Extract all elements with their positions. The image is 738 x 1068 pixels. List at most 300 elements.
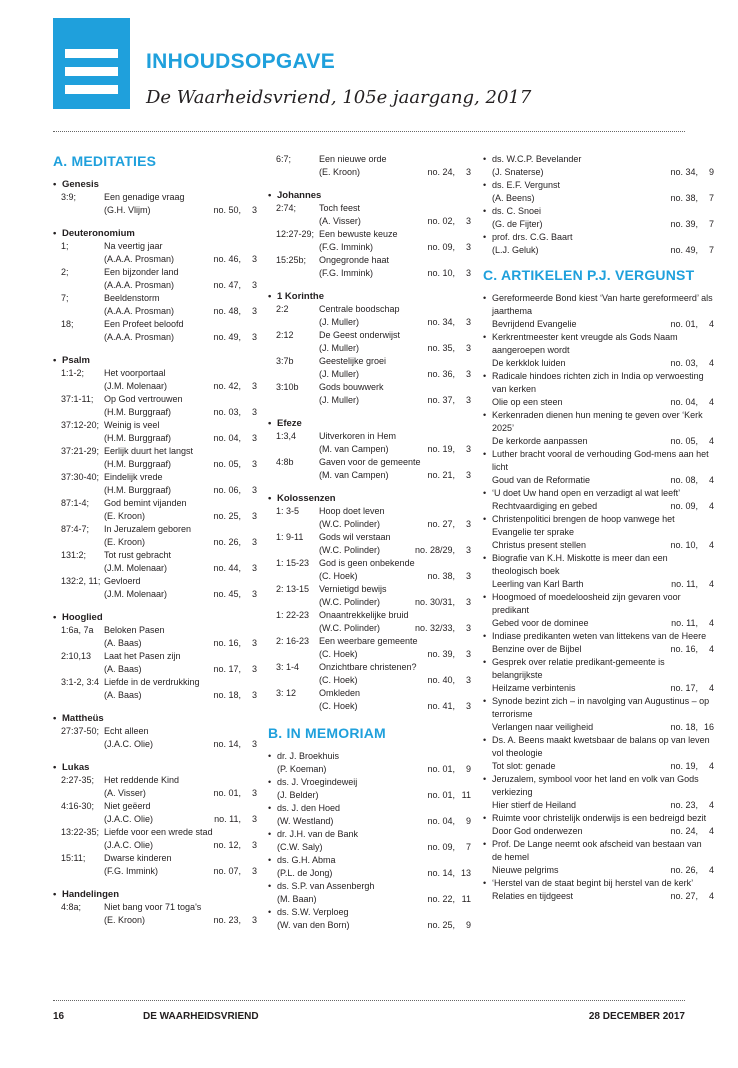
page-number: 3 xyxy=(251,381,257,391)
bullet-icon: • xyxy=(483,180,487,190)
memoriam-name: dr. J.H. van de Bank xyxy=(277,829,359,839)
scripture-reference: 18; xyxy=(61,319,74,329)
page-number: 3 xyxy=(251,915,257,925)
issue-number: no. 12, xyxy=(213,840,241,850)
meditation-author: (J.M. Molenaar) xyxy=(104,563,168,573)
issue-number: no. 27, xyxy=(427,519,455,529)
article-title: Tot slot: genade xyxy=(492,761,556,771)
meditation-entry xyxy=(268,254,471,280)
meditation-title: Eerlijk duurt het langst xyxy=(104,446,194,456)
bible-book-heading xyxy=(268,417,471,430)
article-title: Olie op een steen xyxy=(492,397,563,407)
meditation-entry xyxy=(53,523,257,549)
page-number: 3 xyxy=(251,563,257,573)
memoriam-name: ds. C. Snoei xyxy=(492,206,542,216)
page-number: 7 xyxy=(708,245,714,255)
meditation-author: (H.M. Burggraaf) xyxy=(104,407,172,417)
issue-number: no. 36, xyxy=(427,369,455,379)
issue-number: no. 49, xyxy=(670,245,698,255)
bullet-icon: • xyxy=(53,889,57,900)
meditation-title: Een bijzonder land xyxy=(104,267,179,277)
article-title: Nieuwe pelgrims xyxy=(492,865,559,875)
issue-number: no. 14, xyxy=(213,739,241,749)
scripture-reference: 87:1-4; xyxy=(61,498,90,508)
article-headline: Hoogmoed of moedeloosheid zijn gevaren voor predikant xyxy=(492,592,681,615)
bullet-icon: • xyxy=(483,696,487,706)
meditation-title: Een bewuste keuze xyxy=(319,229,398,239)
article-title: De kerkorde aanpassen xyxy=(492,436,588,446)
bible-book-heading xyxy=(53,611,257,624)
issue-number: no. 49, xyxy=(213,332,241,342)
section-c-heading: C. ARTIKELEN P.J. VERGUNST xyxy=(483,267,695,283)
bible-book-heading xyxy=(268,290,471,303)
bullet-icon: • xyxy=(53,713,57,724)
article-title: Heilzame verbintenis xyxy=(492,683,576,693)
article-title: Benzine over de Bijbel xyxy=(492,644,582,654)
meditation-author: (J.A.C. Olie) xyxy=(104,840,154,850)
memoriam-entry xyxy=(483,153,714,179)
meditation-author: (H.M. Burggraaf) xyxy=(104,485,172,495)
page-number: 4 xyxy=(708,644,714,654)
issue-number: no. 45, xyxy=(213,589,241,599)
memoriam-author: (C.W. Saly) xyxy=(277,842,323,852)
meditation-title: Gods bouwwerk xyxy=(319,382,384,392)
meditation-entry xyxy=(268,609,471,635)
scripture-reference: 37:21-29; xyxy=(61,446,100,456)
bullet-icon: • xyxy=(268,855,272,865)
article-entry xyxy=(483,630,714,656)
meditation-author: (C. Hoek) xyxy=(319,675,358,685)
scripture-reference: 3:9; xyxy=(61,192,77,202)
article-title: Leerling van Karl Barth xyxy=(492,579,584,589)
article-entry xyxy=(483,773,714,812)
meditation-author: (J.M. Molenaar) xyxy=(104,381,168,391)
bible-book-name: Kolossenzen xyxy=(277,493,336,504)
issue-number: no. 38, xyxy=(670,193,698,203)
issue-number: no. 17, xyxy=(670,683,698,693)
bible-book-heading xyxy=(53,178,257,191)
page-number: 4 xyxy=(708,501,714,511)
bullet-icon: • xyxy=(483,206,487,216)
page-number: 3 xyxy=(251,306,257,316)
page-number: 4 xyxy=(708,397,714,407)
scripture-reference: 1:6a, 7a xyxy=(61,625,94,635)
meditation-entry xyxy=(53,774,257,800)
bible-book-heading xyxy=(53,888,257,901)
page-number: 9 xyxy=(708,167,714,177)
issue-number: no. 23, xyxy=(213,915,241,925)
memoriam-author: (P.L. de Jong) xyxy=(277,868,333,878)
meditation-author: (E. Kroon) xyxy=(104,511,146,521)
page-number: 3 xyxy=(465,343,471,353)
meditation-author: (J.M. Molenaar) xyxy=(104,589,168,599)
meditation-author: (A.A.A. Prosman) xyxy=(104,254,175,264)
meditation-title: Liefde voor een wrede stad xyxy=(104,827,213,837)
meditation-author: (W.C. Polinder) xyxy=(319,623,381,633)
page-subtitle: De Waarheidsvriend, 105e jaargang, 2017 xyxy=(146,87,532,108)
meditation-title: Dwarse kinderen xyxy=(104,853,172,863)
meditation-title: Een nieuwe orde xyxy=(319,154,387,164)
page-number: 3 xyxy=(251,332,257,342)
bible-book-heading xyxy=(268,492,471,505)
bible-book-heading xyxy=(53,712,257,725)
bullet-icon: • xyxy=(483,735,487,745)
meditation-title: Gevloerd xyxy=(104,576,141,586)
article-entry xyxy=(483,292,714,331)
page-number: 3 xyxy=(251,433,257,443)
article-entry xyxy=(483,331,714,370)
meditation-entry xyxy=(268,635,471,661)
scripture-reference: 1; xyxy=(61,241,69,251)
scripture-reference: 3:7b xyxy=(276,356,294,366)
memoriam-entry xyxy=(268,828,471,854)
issue-number: no. 01, xyxy=(670,319,698,329)
meditation-author: (E. Kroon) xyxy=(104,537,146,547)
bullet-icon: • xyxy=(268,493,272,504)
article-title: Rechtvaardiging en gebed xyxy=(492,501,598,511)
scripture-reference: 37:30-40; xyxy=(61,472,100,482)
bible-book-heading xyxy=(53,354,257,367)
meditation-entry xyxy=(268,661,471,687)
scripture-reference: 37:1-11; xyxy=(61,394,94,404)
meditation-title: Beloken Pasen xyxy=(104,625,165,635)
page-number: 3 xyxy=(251,407,257,417)
bullet-icon: • xyxy=(53,179,57,190)
meditation-title: De Geest onderwijst xyxy=(319,330,401,340)
bible-book-name: Johannes xyxy=(277,190,322,201)
meditation-entry xyxy=(268,687,471,713)
article-title: Goud van de Reformatie xyxy=(492,475,591,485)
meditation-author: (E. Kroon) xyxy=(104,915,146,925)
scripture-reference: 1: 15-23 xyxy=(276,558,310,568)
meditation-author: (A. Baas) xyxy=(104,664,142,674)
meditation-title: Toch feest xyxy=(319,203,361,213)
page-number: 3 xyxy=(465,597,471,607)
memoriam-name-line xyxy=(268,776,471,789)
top-divider xyxy=(53,131,685,132)
meditation-title: In Jeruzalem geboren xyxy=(104,524,192,534)
memoriam-entry xyxy=(268,802,471,828)
issue-number: no. 35, xyxy=(427,343,455,353)
memoriam-name-line xyxy=(483,231,714,244)
scripture-reference: 37:12-20; xyxy=(61,420,100,430)
article-headline: Ruimte voor christelijk onderwijs is een bedreigd bezit xyxy=(492,813,707,823)
bullet-icon: • xyxy=(53,612,57,623)
article-headline: Ds. A. Beens maakt kwetsbaar de balans op van leven vol theologie xyxy=(492,735,710,758)
issue-number: no. 40, xyxy=(427,675,455,685)
issue-number: no. 34, xyxy=(427,317,455,327)
meditation-title: Niet bang voor 71 toga's xyxy=(104,902,202,912)
meditation-author: (A. Baas) xyxy=(104,638,142,648)
page-number: 9 xyxy=(465,816,471,826)
issue-number: no. 17, xyxy=(213,664,241,674)
page-number: 3 xyxy=(465,623,471,633)
meditation-title: Vernietigd bewijs xyxy=(319,584,387,594)
memoriam-entry xyxy=(268,750,471,776)
meditation-entry xyxy=(53,676,257,702)
scripture-reference: 4:8b xyxy=(276,457,294,467)
section-b-heading: B. IN MEMORIAM xyxy=(268,725,386,741)
meditation-title: Op God vertrouwen xyxy=(104,394,183,404)
issue-number: no. 19, xyxy=(427,444,455,454)
bullet-icon: • xyxy=(483,592,487,602)
scripture-reference: 131:2; xyxy=(61,550,87,560)
page-number: 3 xyxy=(251,485,257,495)
meditation-entry xyxy=(268,557,471,583)
article-title: Relaties en tijdgeest xyxy=(492,891,574,901)
issue-number: no. 44, xyxy=(213,563,241,573)
issue-number: no. 01, xyxy=(213,788,241,798)
issue-number: no. 28/29, xyxy=(414,545,455,555)
page-number: 4 xyxy=(708,683,714,693)
article-title: Door God onderwezen xyxy=(492,826,583,836)
bullet-icon: • xyxy=(483,332,487,342)
scripture-reference: 12:27-29; xyxy=(276,229,315,239)
page-number: 3 xyxy=(465,317,471,327)
article-headline: ‘U doet Uw hand open en verzadigt al wat leeft’ xyxy=(492,488,681,498)
memoriam-name-line xyxy=(268,906,471,919)
bullet-icon: • xyxy=(483,488,487,498)
issue-number: no. 09, xyxy=(427,842,455,852)
page-number: 3 xyxy=(251,511,257,521)
bullet-icon: • xyxy=(268,829,272,839)
page-number: 3 xyxy=(465,167,471,177)
bible-book-name: Handelingen xyxy=(62,889,120,900)
memoriam-author: (G. de Fijter) xyxy=(492,219,543,229)
page-number: 3 xyxy=(251,537,257,547)
page-number: 3 xyxy=(251,638,257,648)
meditation-entry xyxy=(268,583,471,609)
article-headline: Indiase predikanten weten van littekens van de Heere xyxy=(492,631,707,641)
issue-number: no. 18, xyxy=(213,690,241,700)
memoriam-entry xyxy=(268,906,471,932)
article-headline: Kerkenraden dienen hun mening te geven over ‘Kerk 2025’ xyxy=(492,410,703,433)
page-number: 3 xyxy=(465,444,471,454)
page-number: 9 xyxy=(465,764,471,774)
scripture-reference: 2; xyxy=(61,267,69,277)
bullet-icon: • xyxy=(483,813,487,823)
page-number: 3 xyxy=(465,519,471,529)
scripture-reference: 2:2 xyxy=(276,304,289,314)
issue-number: no. 01, xyxy=(427,790,455,800)
bullet-icon: • xyxy=(268,751,272,761)
memoriam-name-line xyxy=(268,802,471,815)
memoriam-author: (P. Koeman) xyxy=(277,764,327,774)
scripture-reference: 13:22-35; xyxy=(61,827,100,837)
meditation-title: Beeldenstorm xyxy=(104,293,160,303)
scripture-reference: 15:11; xyxy=(61,853,86,863)
bullet-icon: • xyxy=(483,154,487,164)
meditation-entry xyxy=(53,367,257,393)
page-number: 3 xyxy=(251,840,257,850)
article-headline: Prof. De Lange neemt ook afscheid van bestaan van de hemel xyxy=(492,839,702,862)
issue-number: no. 11, xyxy=(671,579,698,589)
page-number: 4 xyxy=(708,579,714,589)
page-number: 9 xyxy=(465,920,471,930)
bible-book-heading xyxy=(53,761,257,774)
page-number: 3 xyxy=(251,866,257,876)
memoriam-name-line xyxy=(268,750,471,763)
meditation-title: Onzichtbare christenen? xyxy=(319,662,417,672)
page-number: 3 xyxy=(465,216,471,226)
issue-number: no. 25, xyxy=(427,920,455,930)
meditation-entry xyxy=(53,471,257,497)
memoriam-author: (J. Belder) xyxy=(277,790,319,800)
page-number: 4 xyxy=(708,865,714,875)
scripture-reference: 1: 22-23 xyxy=(276,610,310,620)
issue-number: no. 16, xyxy=(213,638,241,648)
page-number: 4 xyxy=(708,891,714,901)
bible-book-name: Efeze xyxy=(277,418,302,429)
article-entry xyxy=(483,370,714,409)
meditation-author: (A. Visser) xyxy=(319,216,361,226)
bullet-icon: • xyxy=(483,657,487,667)
bible-book-name: Hooglied xyxy=(62,612,103,623)
page-number: 7 xyxy=(708,219,714,229)
meditation-author: (A.A.A. Prosman) xyxy=(104,306,175,316)
issue-number: no. 19, xyxy=(670,761,698,771)
scripture-reference: 3: 1-4 xyxy=(276,662,300,672)
bible-book-name: Mattheüs xyxy=(62,713,104,724)
page-title: INHOUDSOPGAVE xyxy=(146,50,336,73)
page-number: 3 xyxy=(251,690,257,700)
column-3 xyxy=(483,153,714,903)
meditation-author: (J. Muller) xyxy=(319,317,359,327)
memoriam-name: ds. W.C.P. Bevelander xyxy=(492,154,582,164)
bullet-icon: • xyxy=(483,553,487,563)
bullet-icon: • xyxy=(483,839,487,849)
issue-number: no. 09, xyxy=(427,242,455,252)
meditation-author: (J.A.C. Olie) xyxy=(104,814,154,824)
article-headline: Synode bezint zich – in navolging van Augustinus – op terrorisme xyxy=(492,696,710,719)
memoriam-name: ds. E.F. Vergunst xyxy=(492,180,561,190)
issue-number: no. 04, xyxy=(427,816,455,826)
bullet-icon: • xyxy=(268,291,272,302)
meditation-author: (A.A.A. Prosman) xyxy=(104,332,175,342)
meditation-author: (C. Hoek) xyxy=(319,701,358,711)
article-headline: Christenpolitici brengen de hoop vanwege het Evangelie ter sprake xyxy=(492,514,675,537)
page-number: 3 xyxy=(251,205,257,215)
issue-number: no. 14, xyxy=(427,868,455,878)
bullet-icon: • xyxy=(268,881,272,891)
page-number: 3 xyxy=(251,459,257,469)
issue-number: no. 34, xyxy=(670,167,698,177)
issue-number: no. 04, xyxy=(213,433,241,443)
meditation-author: (C. Hoek) xyxy=(319,649,358,659)
article-title: Hier stierf de Heiland xyxy=(492,800,577,810)
meditation-author: (J. Muller) xyxy=(319,395,359,405)
article-headline: ‘Herstel van de staat begint bij herstel van de kerk’ xyxy=(492,878,694,888)
issue-number: no. 07, xyxy=(213,866,241,876)
issue-number: no. 01, xyxy=(427,764,455,774)
issue-number: no. 26, xyxy=(213,537,241,547)
page-number: 4 xyxy=(708,826,714,836)
page-number: 3 xyxy=(251,254,257,264)
article-headline: Jeruzalem, symbool voor het land en volk van Gods verkiezing xyxy=(492,774,699,797)
issue-number: no. 10, xyxy=(427,268,455,278)
meditation-title: Het reddende Kind xyxy=(104,775,180,785)
meditation-title: Omkleden xyxy=(319,688,361,698)
article-headline: Kerkrentmeester kent vreugde als Gods Naam aangeroepen wordt xyxy=(492,332,678,355)
meditation-title: Weinig is veel xyxy=(104,420,160,430)
article-entry xyxy=(483,877,714,903)
meditation-title: Liefde in de verdrukking xyxy=(104,677,200,687)
bullet-icon: • xyxy=(53,762,57,773)
memoriam-name-line xyxy=(268,854,471,867)
page-number: 4 xyxy=(708,540,714,550)
meditation-author: (G.H. Vlijm) xyxy=(104,205,151,215)
meditation-author: (W.C. Polinder) xyxy=(319,597,381,607)
scripture-reference: 2:12 xyxy=(276,330,294,340)
meditation-title: Na veertig jaar xyxy=(104,241,163,251)
meditation-entry xyxy=(53,624,257,650)
page-number: 4 xyxy=(708,436,714,446)
bullet-icon: • xyxy=(483,449,487,459)
issue-number: no. 46, xyxy=(213,254,241,264)
issue-number: no. 25, xyxy=(213,511,241,521)
article-headline: Gesprek over relatie predikant-gemeente is belangrijkste xyxy=(492,657,665,680)
bullet-icon: • xyxy=(53,355,57,366)
meditation-author: (A. Baas) xyxy=(104,690,142,700)
scripture-reference: 1: 3-5 xyxy=(276,506,300,516)
memoriam-entry xyxy=(483,205,714,231)
scripture-reference: 15:25b; xyxy=(276,255,307,265)
meditation-entry xyxy=(268,303,471,329)
page-number: 3 xyxy=(465,369,471,379)
memoriam-entry xyxy=(268,854,471,880)
meditation-title: Gods wil verstaan xyxy=(319,532,391,542)
page-number: 11 xyxy=(461,790,471,800)
bullet-icon: • xyxy=(268,803,272,813)
page-number: 4 xyxy=(708,319,714,329)
scripture-reference: 4:8a; xyxy=(61,902,82,912)
page-number: 13 xyxy=(460,868,471,878)
meditation-entry xyxy=(53,852,257,878)
article-entry xyxy=(483,656,714,695)
meditation-author: (A. Visser) xyxy=(104,788,146,798)
memoriam-entry xyxy=(483,231,714,257)
memoriam-entry xyxy=(268,776,471,802)
issue-number: no. 05, xyxy=(670,436,698,446)
meditation-entry xyxy=(53,725,257,751)
meditation-entry xyxy=(268,329,471,355)
article-title: Bevrijdend Evangelie xyxy=(492,319,577,329)
article-headline: Radicale hindoes richten zich in India op verwoesting van kerken xyxy=(492,371,704,394)
bullet-icon: • xyxy=(268,418,272,429)
issue-number: no. 50, xyxy=(213,205,241,215)
meditation-title: Niet geëerd xyxy=(104,801,151,811)
meditation-author: (H.M. Burggraaf) xyxy=(104,459,172,469)
article-headline: Luther bracht vooral de verhouding God-mens aan het licht xyxy=(492,449,709,472)
issue-number: no. 11, xyxy=(214,814,241,824)
issue-number: no. 02, xyxy=(427,216,455,226)
meditation-author: (E. Kroon) xyxy=(319,167,361,177)
memoriam-author: (A. Beens) xyxy=(492,193,535,203)
scripture-reference: 87:4-7; xyxy=(61,524,90,534)
article-entry xyxy=(483,513,714,552)
page-number: 3 xyxy=(251,280,257,290)
meditation-entry xyxy=(268,202,471,228)
memoriam-name: ds. J. den Hoed xyxy=(277,803,341,813)
scripture-reference: 2:74; xyxy=(276,203,297,213)
page-number: 4 xyxy=(708,761,714,771)
memoriam-author: (M. Baan) xyxy=(277,894,317,904)
issue-number: no. 38, xyxy=(427,571,455,581)
meditation-author: (J. Muller) xyxy=(319,343,359,353)
issue-number: no. 26, xyxy=(670,865,698,875)
meditation-title: Centrale boodschap xyxy=(319,304,400,314)
article-entry xyxy=(483,812,714,838)
